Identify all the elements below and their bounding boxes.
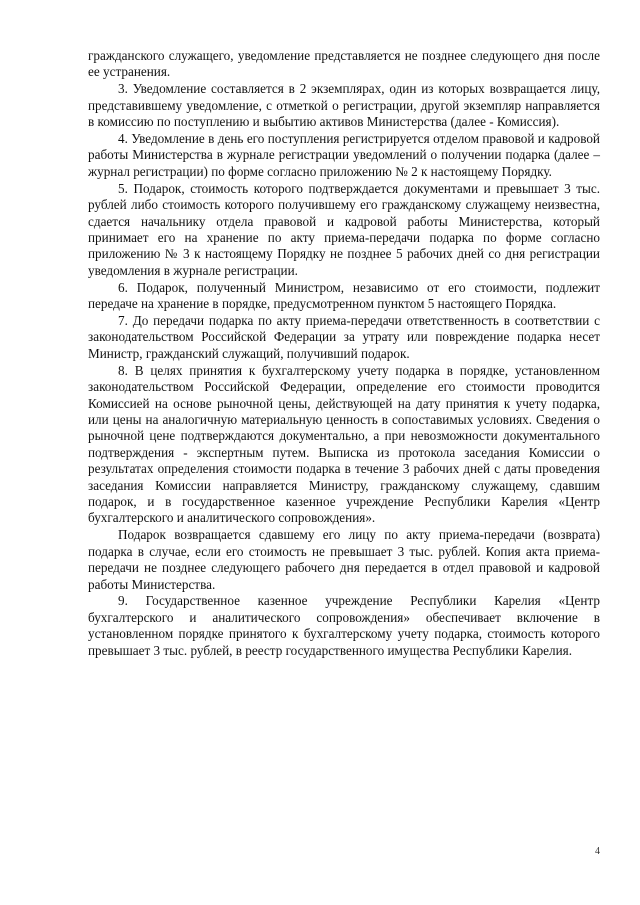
document-body	[88, 48, 600, 659]
paragraph-4: 4. Уведомление в день его поступления регистрируется отделом правовой и кадровой работы Министерства в журнале регистрации уведомлений о получении подарка (далее – журнал регистрации) по форме согласно приложению № 2 к настоящему Порядку.	[88, 131, 600, 179]
paragraph-8: 8. В целях принятия к бухгалтерскому учету подарка в порядке, установленном законодательством Российской Федерации, определение его стоимости проводится Комиссией на основе рыночной цены, действующей на дату принятия к учету подарка, или цены на аналогичную материальную ценность в сопоставимых условиях. Сведения о рыночной цене подтверждаются документально, а при невозможности документального подтверждения - экспертным путем. Выписка из протокола заседания Комиссии о результатах определения стоимости подарка в течение 3 рабочих дней с даты проведения заседания Комиссии направляется Министру, гражданскому служащему, сдавшим подарок, и в государственное казенное учреждение Республики Карелия «Центр бухгалтерского и аналитического сопровождения».	[88, 362, 600, 526]
paragraph-7: 7. До передачи подарка по акту приема-передачи ответственность в соответствии с законодательством Российской Федерации за утрату или повреждение подарка несет Министр, гражданский служащий, получивший подарок.	[88, 313, 600, 361]
page-number: 4	[595, 846, 600, 857]
paragraph-9: 9. Государственное казенное учреждение Республики Карелия «Центр бухгалтерского и аналитического сопровождения» обеспечивает включение в установленном порядке принятого к бухгалтерскому учету подарка, стоимость которого превышает 3 тыс. рублей, в реестр государственного имущества Республики Карелия.	[88, 593, 600, 658]
paragraph-6: 6. Подарок, полученный Министром, независимо от его стоимости, подлежит передаче на хранение в порядке, предусмотренном пунктом 5 настоящего Порядка.	[88, 279, 600, 312]
paragraph-8-return: Подарок возвращается сдавшему его лицу по акту приема-передачи (возврата) подарка в случае, если его стоимость не превышает 3 тыс. рублей. Копия акта приема-передачи не позднее следующего рабочего дня передается в отдел правовой и кадровой работы Министерства.	[88, 527, 600, 592]
paragraph-continuation: гражданского служащего, уведомление представляется не позднее следующего дня после ее устранения.	[88, 48, 600, 80]
paragraph-3: 3. Уведомление составляется в 2 экземплярах, один из которых возвращается лицу, представившему уведомление, с отметкой о регистрации, другой экземпляр направляется в комиссию по поступлению и выбытию активов Министерства (далее - Комиссия).	[88, 81, 600, 130]
paragraph-5: 5. Подарок, стоимость которого подтверждается документами и превышает 3 тыс. рублей либо стоимость которого получившему его гражданскому служащему неизвестна, сдается начальнику отдела правовой и кадровой работы Министерства, который принимает его на хранение по акту приема-передачи подарка по форме согласно приложению № 3 к настоящему Порядку не позднее 5 рабочих дней со дня регистрации уведомления в журнале регистрации.	[88, 180, 600, 278]
